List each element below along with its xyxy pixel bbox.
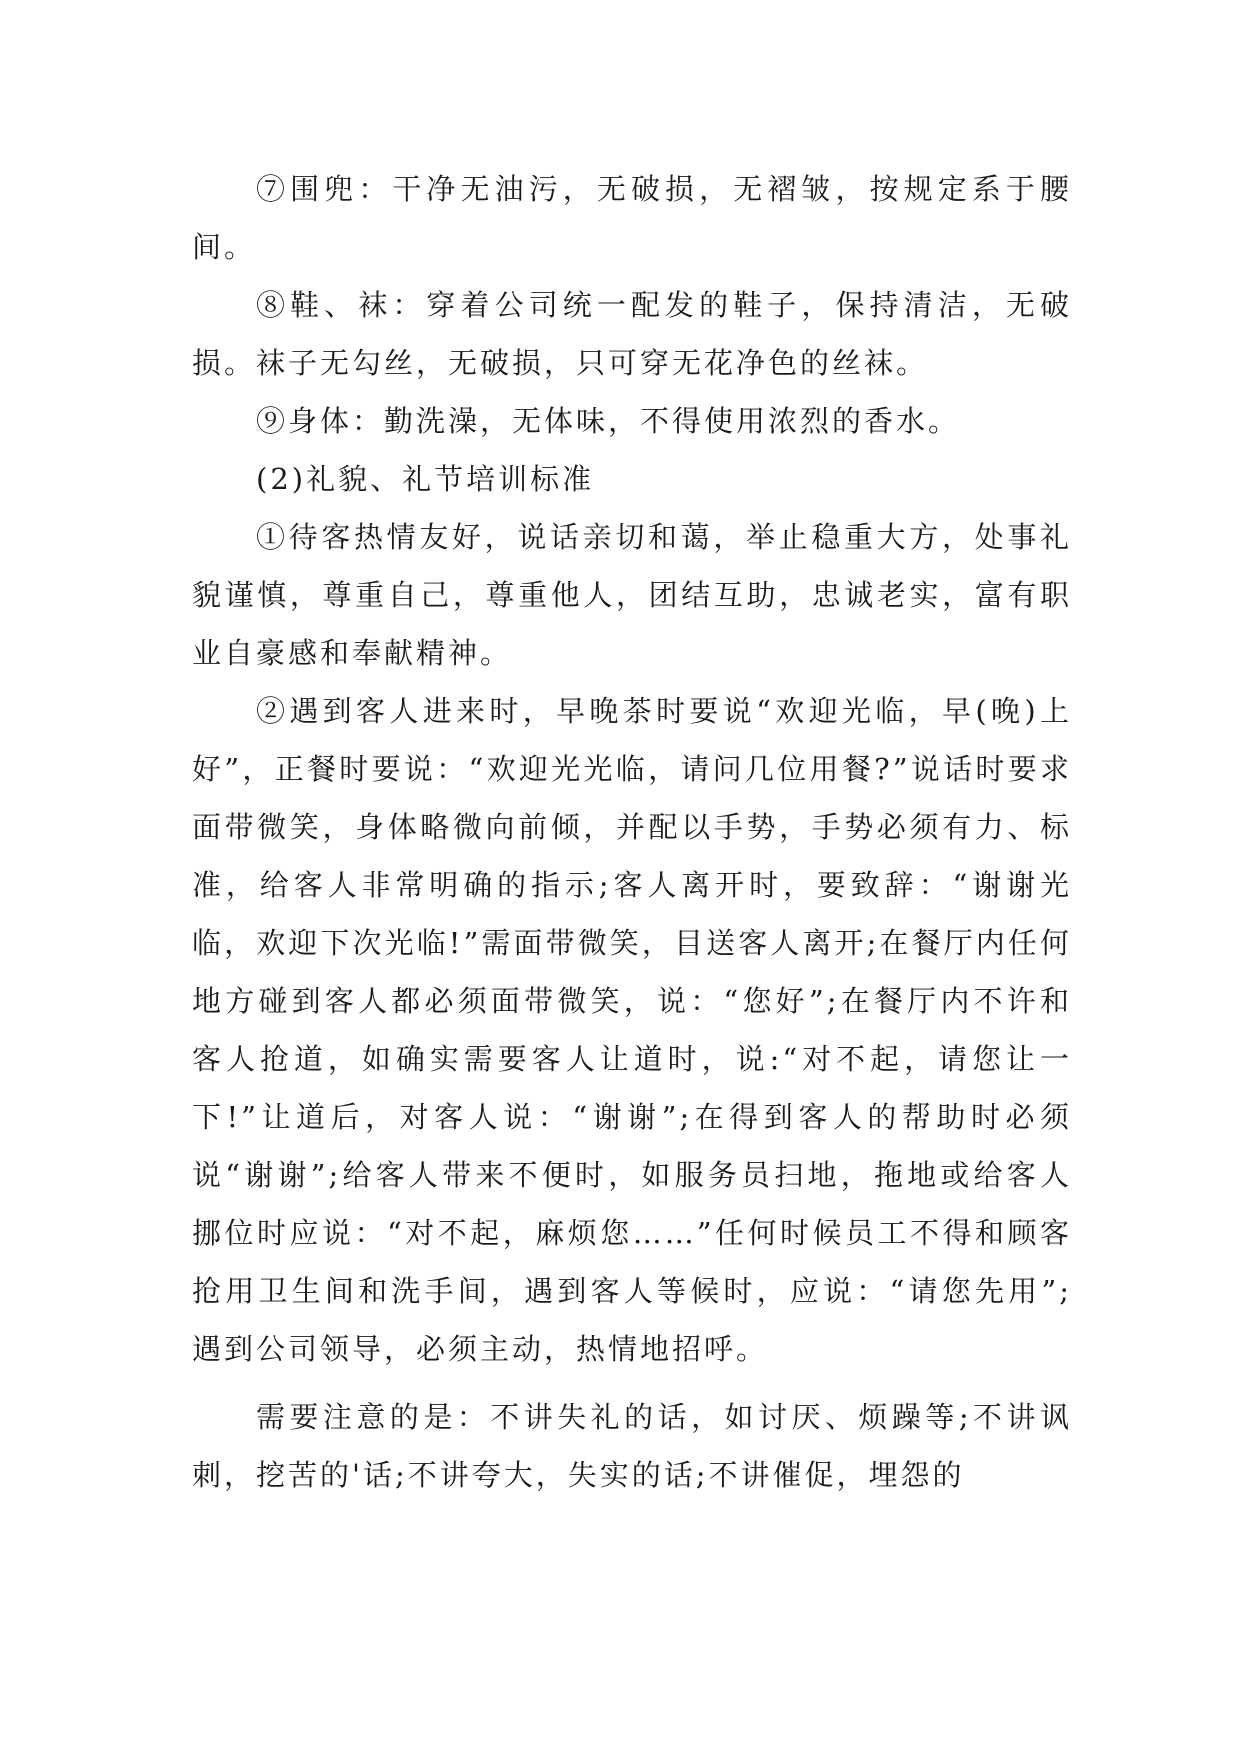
paragraph-shoes-socks: ⑧鞋、袜：穿着公司统一配发的鞋子，保持清洁，无破损。袜子无勾丝，无破损，只可穿无花净色的丝袜。 [192, 288, 1072, 380]
paragraph-greeting-rules: ②遇到客人进来时，早晚茶时要说“欢迎光临，早(晚)上好”，正餐时要说：“欢迎光光临，请问几位用餐?”说话时要求面带微笑，身体略微向前倾，并配以手势，手势必须有力、标准，给客人非常明确的指示;客人离开时，要致辞：“谢谢光临，欢迎下次光临!”需面带微笑，目送客人离开;在餐厅内任何地方碰到客人都必须面带微笑，说：“您好”;在餐厅内不许和客人抢道，如确实需要客人让道时，说:“对不起，请您让一下!”让道后，对客人说：“谢谢”;在得到客人的帮助时必须说“谢谢”;给客人带来不便时，如服务员扫地，拖地或给客人挪位时应说：“对不起，麻烦您……”任何时候员工不得和顾客抢用卫生间和洗手间，遇到客人等候时，应说：“请您先用”;遇到公司领导，必须主动，热情地招呼。 [192, 694, 1072, 1366]
document-page [192, 160, 1072, 1504]
paragraph-body: ⑨身体：勤洗澡，无体味，不得使用浓烈的香水。 [256, 404, 961, 438]
section-heading-etiquette: (2)礼貌、礼节培训标准 [256, 462, 595, 496]
paragraph-notes: 需要注意的是：不讲失礼的话，如讨厌、烦躁等;不讲讽刺，挖苦的'话;不讲夸大，失实的话;不讲催促，埋怨的 [192, 1400, 1072, 1492]
paragraph-apron: ⑦围兜：干净无油污，无破损，无褶皱，按规定系于腰间。 [192, 172, 1072, 264]
paragraph-hospitality: ①待客热情友好，说话亲切和蔼，举止稳重大方，处事礼貌谨慎，尊重自己，尊重他人，团结互助，忠诚老实，富有职业自豪感和奉献精神。 [192, 520, 1072, 670]
